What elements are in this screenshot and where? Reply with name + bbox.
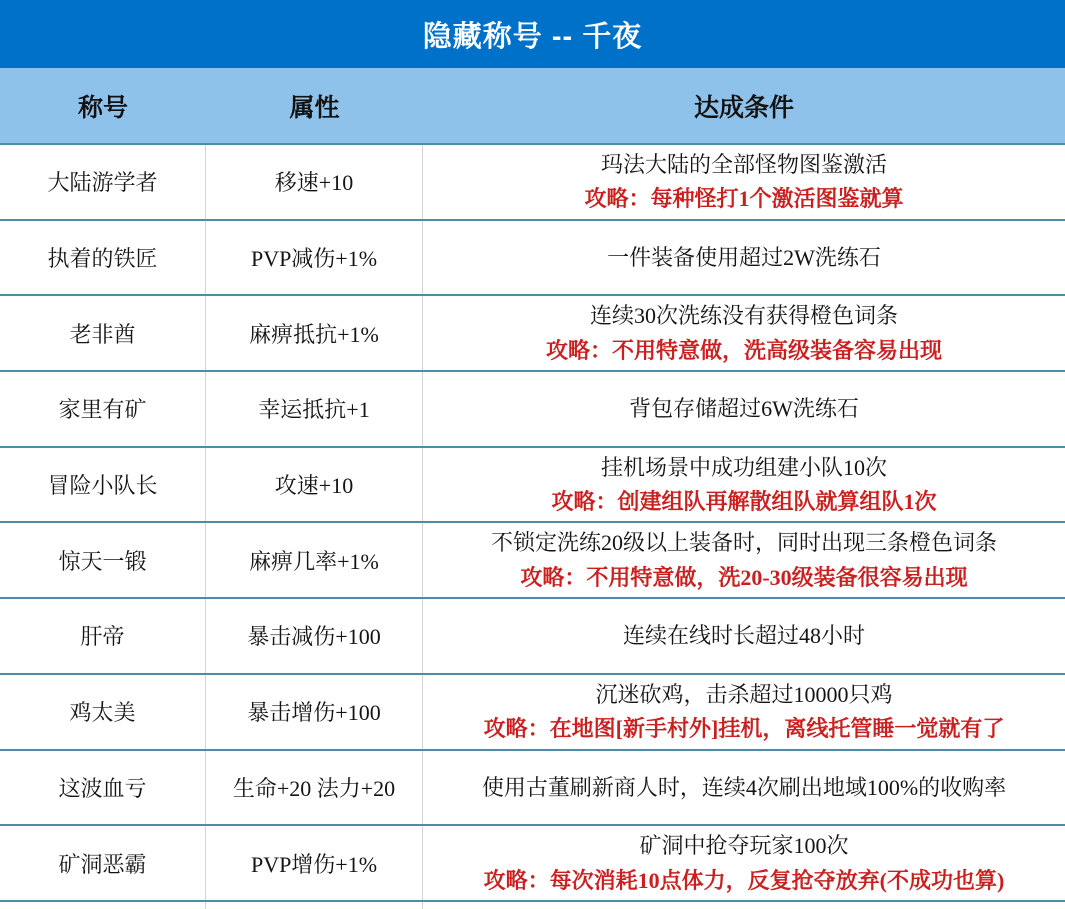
title-cell: 执着的铁匠 xyxy=(0,221,206,295)
attribute-cell: 麻痹抵抗+1% xyxy=(206,296,423,370)
strategy-text: 攻略：创建组队再解散组队就算组队1次 xyxy=(551,489,937,515)
attribute-cell: 暴击增伤+100 xyxy=(206,675,423,749)
condition-text: 玛法大陆的全部怪物图鉴激活 xyxy=(600,151,887,177)
condition-text: 背包存储超过6W洗练石 xyxy=(629,396,859,422)
attribute-cell: 攻速+10 xyxy=(206,448,423,522)
condition-cell xyxy=(423,448,1065,522)
condition-cell xyxy=(423,145,1065,219)
table-row xyxy=(0,219,1065,295)
column-header-title: 称号 xyxy=(77,94,128,122)
condition-cell xyxy=(423,221,1065,295)
title-cell: 惊天一锻 xyxy=(0,523,206,597)
title-cell: 矿洞恶霸 xyxy=(0,826,206,900)
table-row xyxy=(0,370,1065,446)
condition-text: 矿洞中抢夺玩家100次 xyxy=(639,833,849,859)
strategy-text: 攻略：每次消耗10点体力，反复抢夺放弃(不成功也算) xyxy=(483,867,1005,893)
table-header-row xyxy=(0,68,1065,143)
condition-cell xyxy=(423,523,1065,597)
attribute-cell: PVP增伤+1% xyxy=(206,826,423,900)
title-cell: 这波血亏 xyxy=(0,751,206,825)
condition-text: 一件装备使用超过2W洗练石 xyxy=(607,244,881,270)
column-header-attribute: 属性 xyxy=(289,94,340,122)
column-header-condition: 达成条件 xyxy=(693,94,794,122)
condition-cell xyxy=(423,599,1065,673)
attribute-cell: PVP减伤+1% xyxy=(206,221,423,295)
strategy-text: 攻略：不用特意做，洗高级装备容易出现 xyxy=(545,337,942,363)
title-cell: 大陆游学者 xyxy=(0,145,206,219)
condition-text: 连续在线时长超过48小时 xyxy=(622,623,865,649)
condition-cell xyxy=(423,675,1065,749)
attribute-cell: 麻痹几率+1% xyxy=(206,523,423,597)
condition-cell xyxy=(423,372,1065,446)
table-row xyxy=(0,597,1065,673)
attribute-cell: 暴击减伤+100 xyxy=(206,599,423,673)
condition-text: 挂机场景中成功组建小队10次 xyxy=(600,454,887,480)
table-row xyxy=(0,673,1065,749)
table-row xyxy=(0,294,1065,370)
condition-text: 连续30次洗练没有获得橙色词条 xyxy=(589,303,898,329)
cutoff-next-row xyxy=(0,900,1065,909)
attribute-cell xyxy=(206,902,423,909)
title-cell: 老非酋 xyxy=(0,296,206,370)
title-cell xyxy=(0,902,206,909)
strategy-text: 攻略：在地图[新手村外]挂机，离线托管睡一觉就有了 xyxy=(483,716,1005,742)
strategy-text: 攻略：不用特意做，洗20-30级装备很容易出现 xyxy=(520,564,968,590)
title-cell: 肝帝 xyxy=(0,599,206,673)
condition-cell xyxy=(423,826,1065,900)
attribute-cell: 幸运抵抗+1 xyxy=(206,372,423,446)
attribute-cell: 生命+20 法力+20 xyxy=(206,751,423,825)
condition-cell xyxy=(423,751,1065,825)
table-body xyxy=(0,143,1065,909)
strategy-text: 攻略：每种怪打1个激活图鉴就算 xyxy=(584,186,904,212)
condition-cell xyxy=(423,902,1065,909)
condition-text: 使用古董刷新商人时，连续4次刷出地域100%的收购率 xyxy=(481,774,1007,800)
table-row xyxy=(0,749,1065,825)
attribute-cell: 移速+10 xyxy=(206,145,423,219)
title-cell: 鸡太美 xyxy=(0,675,206,749)
table-row xyxy=(0,446,1065,522)
page-title: 隐藏称号 -- 千夜 xyxy=(0,0,1065,68)
table-row xyxy=(0,143,1065,219)
title-cell: 冒险小队长 xyxy=(0,448,206,522)
condition-text: 不锁定洗练20级以上装备时，同时出现三条橙色词条 xyxy=(490,530,997,556)
condition-cell xyxy=(423,296,1065,370)
title-cell: 家里有矿 xyxy=(0,372,206,446)
table-row xyxy=(0,824,1065,900)
condition-text: 沉迷砍鸡，击杀超过10000只鸡 xyxy=(595,681,893,707)
table-row xyxy=(0,521,1065,597)
